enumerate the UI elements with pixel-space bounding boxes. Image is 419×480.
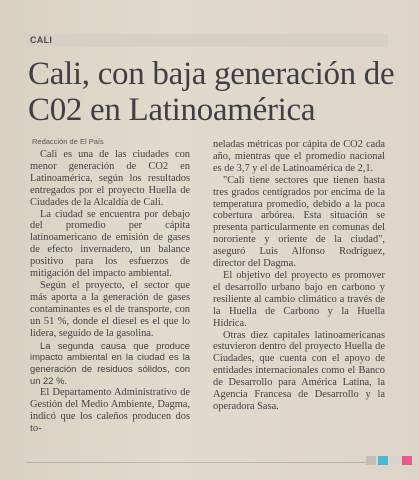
color-tab-cyan	[378, 456, 388, 465]
article-column-right	[213, 139, 385, 413]
paragraph: Según el proyecto, el sector que más aporta a la generación de gases contaminantes es el de transporte, con un 51 %, donde el diesel es el que lo lidera, seguido de la gasolina.	[30, 279, 190, 339]
paragraph: Otras diez capitales latinoamericanas estuvieron dentro del proyecto Huella de Ciudades, que cuenta con el apoyo de entidades internacionales como el Banco de Desarrollo para América Latina, la Agencia Francesa de Desarrollo y la operadora Sasa.	[213, 329, 385, 412]
color-tab-gray	[366, 456, 376, 465]
paragraph: neladas métricas por cápita de CO2 cada año, mientras que el promedio nacional es de 3,7 y el de Latinoamérica de 2,1.	[213, 139, 385, 174]
paragraph: La ciudad se encuentra por debajo del promedio per cápita latinoamericano de emisión de gases de efecto invernadero, un balance positivo para los esfuerzos de mitigación del impacto ambiental.	[30, 208, 190, 280]
paragraph: Cali es una de las ciudades con menor generación de CO2 en Latinoamérica, según los resultados entregados por el proyecto Huella de Ciudades de la Alcaldía de Cali.	[30, 149, 190, 208]
color-tab-magenta	[402, 456, 412, 465]
article-headline: Cali, con baja generación de C02 en Latinoamérica	[28, 56, 395, 128]
paragraph: El Departamento Administrativo de Gestión del Medio Ambiente, Dagma, indicó que los caleños producen dos to-	[30, 387, 190, 434]
footer-rule	[26, 462, 366, 463]
section-label: CALI	[30, 35, 53, 45]
article-column-left	[30, 149, 190, 435]
article-byline: Redacción de El País	[32, 137, 104, 146]
section-bar	[26, 34, 388, 47]
paragraph: El objetivo del proyecto es promover el desarrollo urbano bajo en carbono y resiliente al cambio climático a través de la Huella de Carbono y la Huella Hídrica.	[213, 269, 385, 329]
color-tab-light	[390, 456, 400, 465]
paragraph: La segunda causa que produce impacto ambiental en la ciudad es la generación de residuos sólidos, con un 22 %.	[30, 339, 190, 387]
paragraph: "Cali tiene sectores que tienen hasta tres grados centígrados por encima de la temperatura promedio, debido a la poca cobertura arbórea. Esta situación se presenta particularmente en comunas del nororiente y oriente de la ciudad", aseguró Luis Alfonso Rodríguez, director del Dagma.	[213, 174, 385, 270]
